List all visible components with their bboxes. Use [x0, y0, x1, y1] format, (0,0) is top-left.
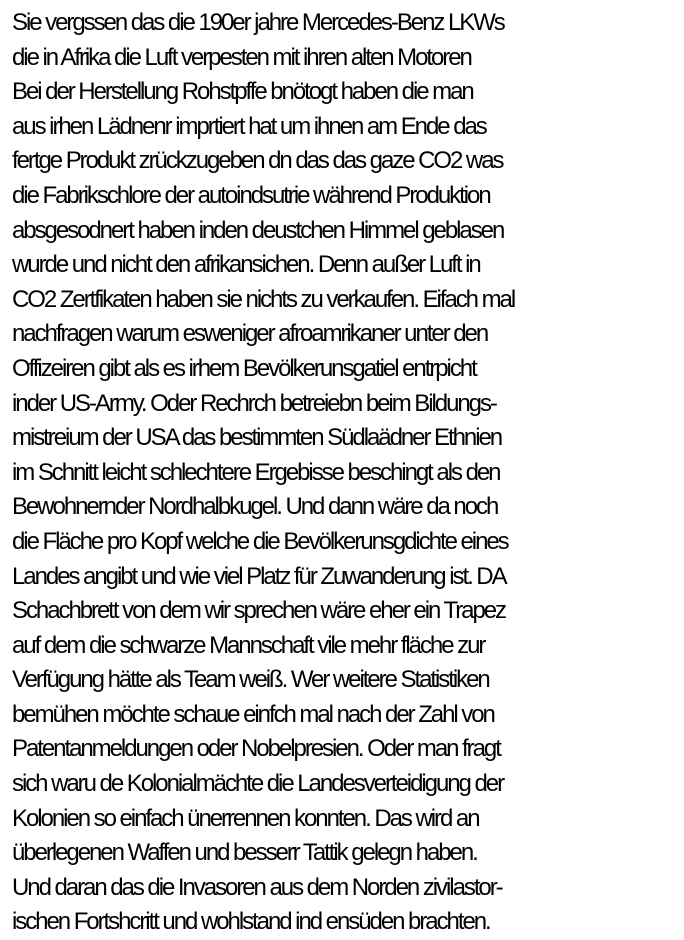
text-line: die in Afrika die Luft verpesten mit ihren alten Motoren — [12, 43, 471, 71]
text-line: aus irhen Lädnenr imprtiert hat um ihnen am Ende das — [12, 112, 486, 140]
text-line: fertge Produkt zrückzugeben dn das das gaze CO2 was — [12, 147, 503, 175]
text-line: überlegenen Waffen und besserr Tattik gelegn haben. — [12, 839, 477, 867]
text-line: die Fläche pro Kopf welche die Bevölkerunsgdichte eines — [12, 527, 508, 555]
text-line: Sie vergssen das die 190er jahre Mercedes-Benz LKWs — [12, 9, 504, 36]
text-line: absgesodnert haben inden deustchen Himmel geblasen — [12, 216, 504, 244]
text-line: mistreium der USA das bestimmten Südlaädner Ethnien — [12, 424, 502, 452]
text-line: Patentanmeldungen oder Nobelpresien. Oder man fragt — [12, 735, 500, 763]
text-line: Offizeiren gibt als es irhem Bevölkerunsgatiel entrpicht — [12, 354, 476, 382]
text-line: Und daran das die Invasoren aus dem Norden zivilastor- — [12, 873, 502, 901]
body-text — [12, 6, 680, 940]
text-line: Verfügung hätte als Team weiß. Wer weitere Statistiken — [12, 666, 489, 694]
text-line: Bei der Herstellung Rohstpffe bnötogt haben die man — [12, 78, 473, 106]
text-line: Landes angibt und wie viel Platz für Zuwanderung ist. DA — [12, 562, 506, 590]
text-line: die Fabrikschlore der autoindsutrie während Produktion — [12, 181, 490, 209]
text-line: bemühen möchte schaue einfch mal nach der Zahl von — [12, 700, 494, 728]
text-line: CO2 Zertfikaten haben sie nichts zu verkaufen. Eifach mal — [12, 285, 515, 313]
text-line: inder US-Army. Oder Rechrch betreiebn beim Bildungs- — [12, 389, 496, 417]
text-line: im Schnitt leicht schlechtere Ergebisse beschingt als den — [12, 458, 500, 486]
text-line: Bewohnernder Nordhalbkugel. Und dann wäre da noch — [12, 493, 498, 521]
text-line: Kolonien so einfach ünerrennen konnten. Das wird an — [12, 804, 479, 832]
text-line: nachfragen warum esweniger afroamrikaner unter den — [12, 320, 488, 348]
text-line: sich waru de Kolonialmächte die Landesverteidigung der — [12, 770, 504, 798]
text-line: auf dem die schwarze Mannschaft vile mehr fläche zur — [12, 631, 485, 659]
text-line: Schachbrett von dem wir sprechen wäre eher ein Trapez — [12, 597, 505, 625]
text-line: wurde und nicht den afrikansichen. Denn außer Luft in — [12, 251, 480, 279]
text-line: ischen Fortshcritt und wohlstand ind ensüden brachten. — [12, 908, 490, 936]
